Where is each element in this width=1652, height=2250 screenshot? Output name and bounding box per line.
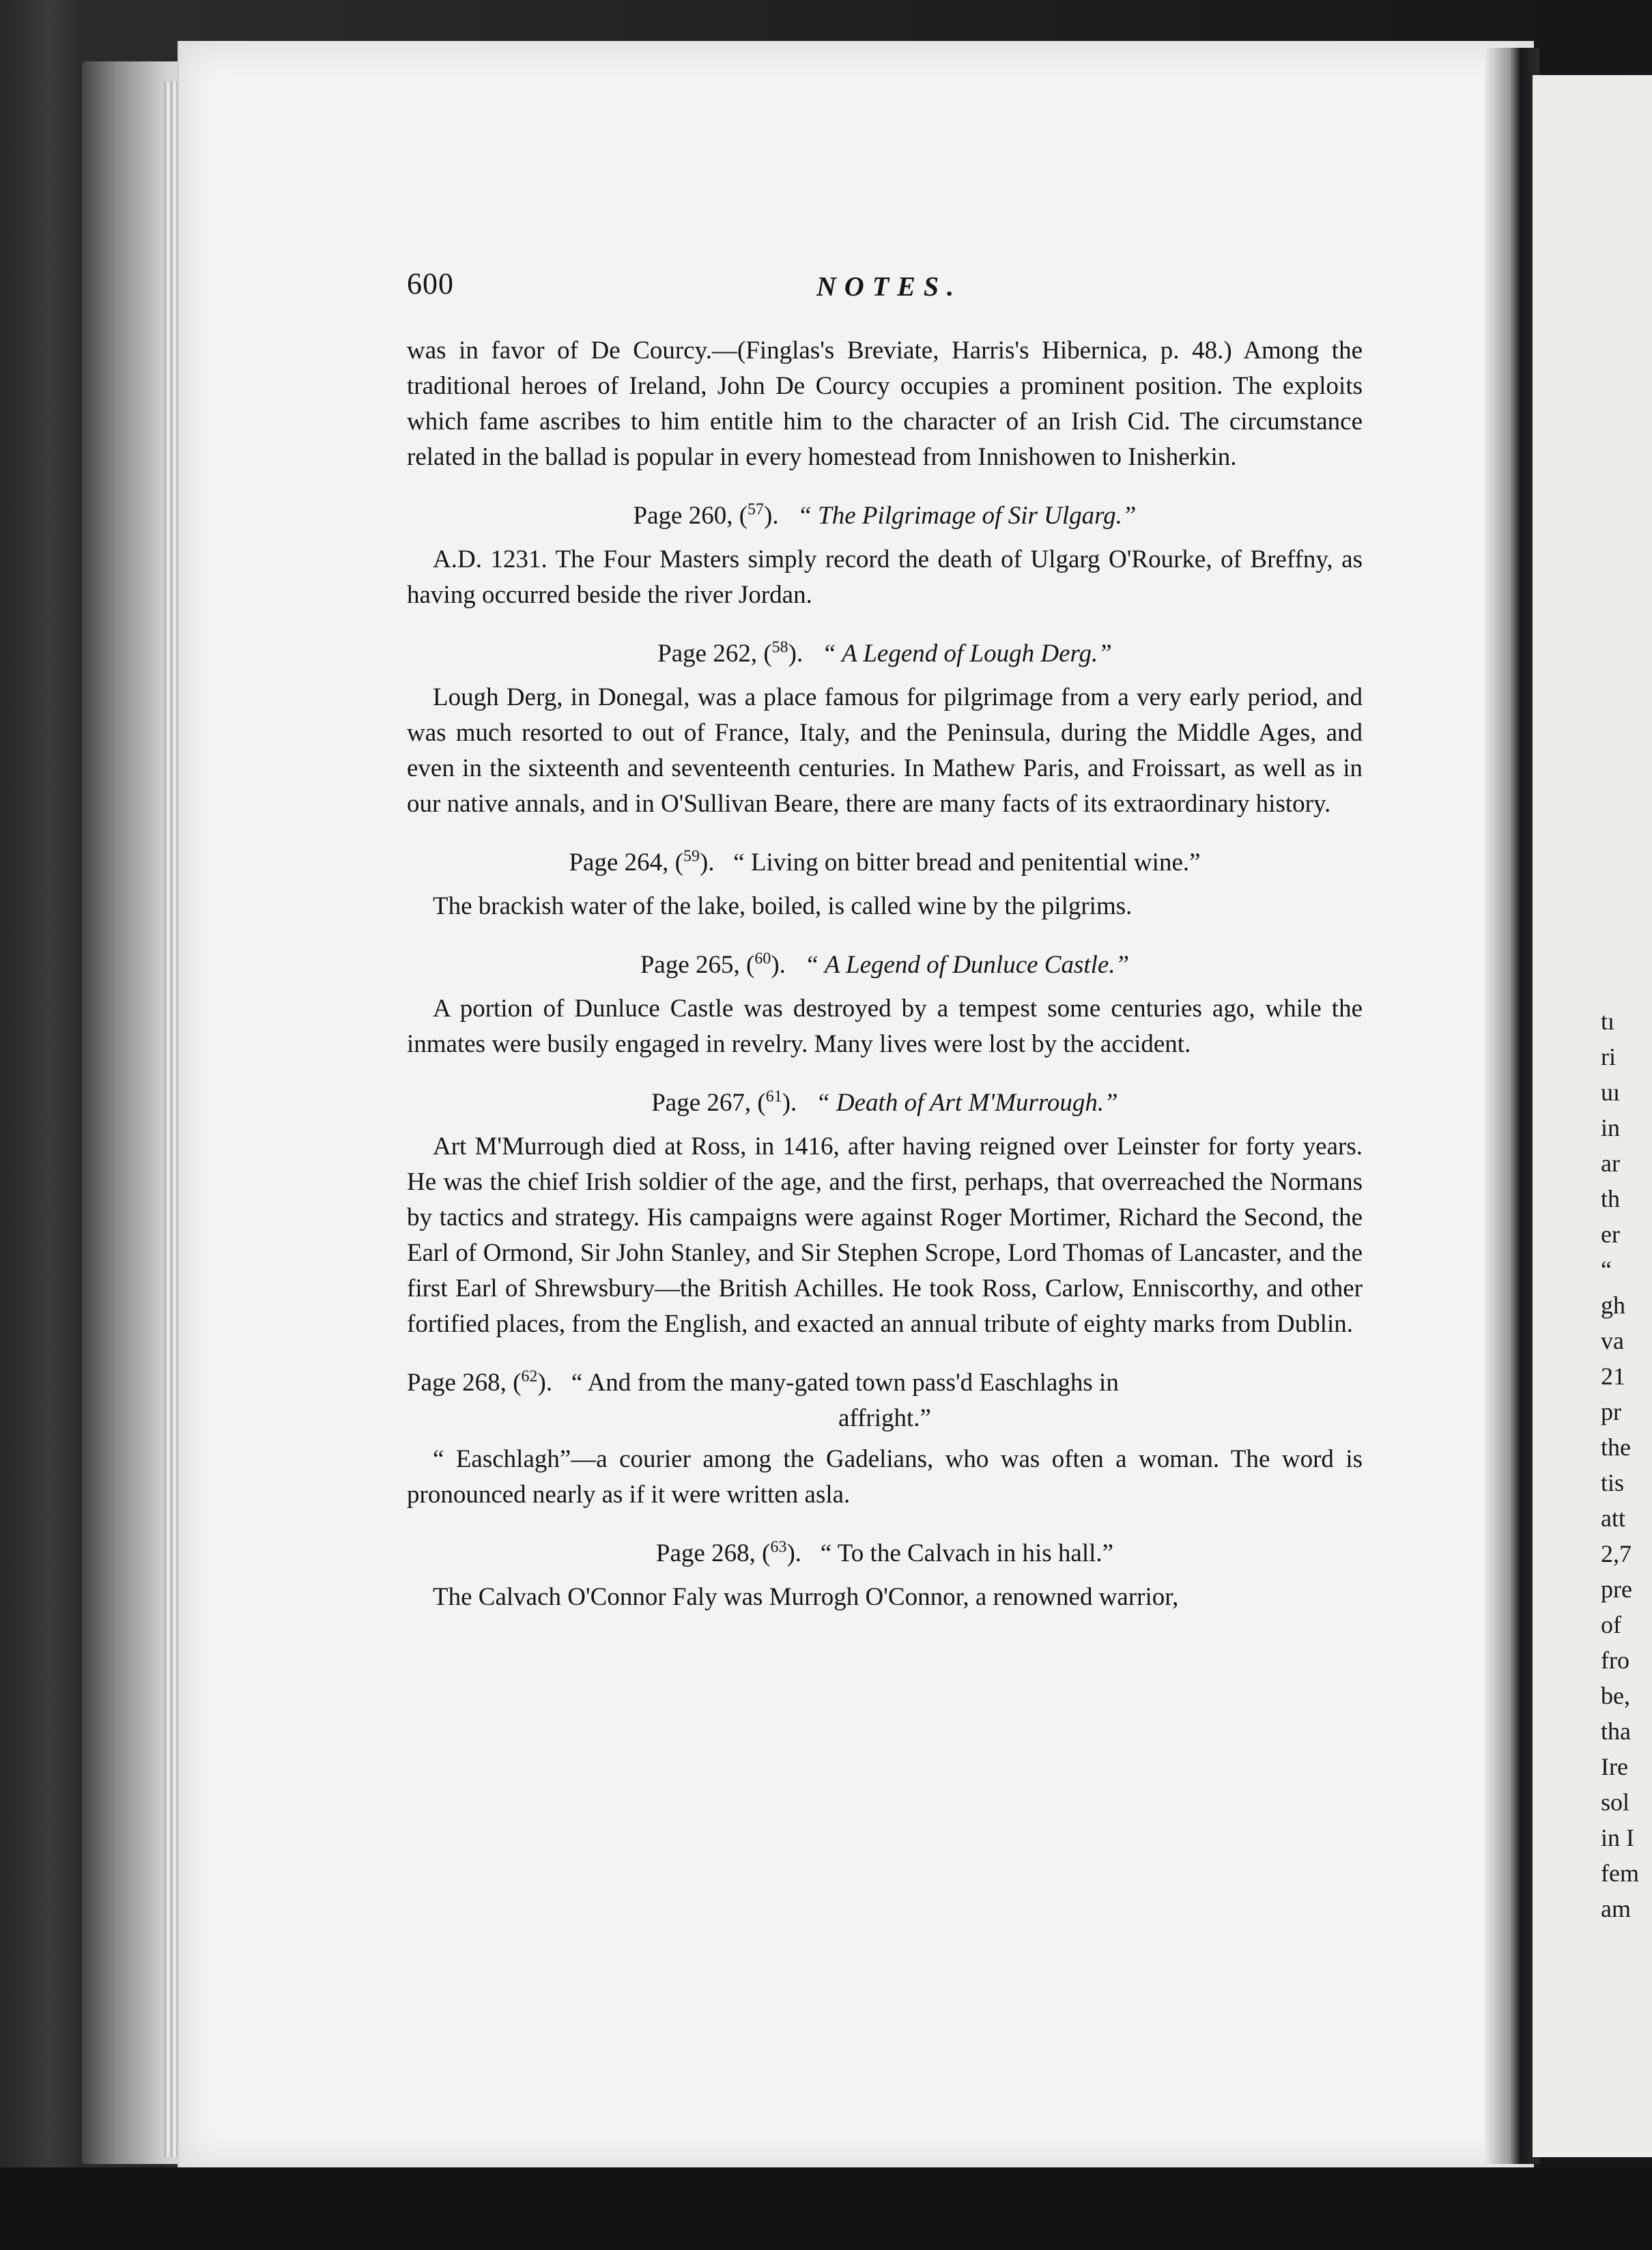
fragment: of <box>1601 1611 1621 1638</box>
note-ref: 58 <box>771 638 788 657</box>
fragment: gh <box>1601 1292 1625 1319</box>
note-heading: Page 268, ($^{63}$). “ To the Calvach in his hall.” <box>655 1538 1114 1567</box>
note-ref: 63 <box>770 1538 787 1556</box>
note-heading: Page 264, ($^{59}$). “ Living on bitter bread and penitential wine.” <box>569 847 1201 877</box>
scan-bottom-border <box>0 2167 1652 2250</box>
note-heading: Page 265, ($^{60}$). “ A Legend of Dunluce Castle.” <box>640 950 1130 979</box>
note-ref: 62 <box>521 1367 538 1386</box>
note-title: “ Living on bitter bread and penitential wine.” <box>733 849 1201 877</box>
note-body: Lough Derg, in Donegal, was a place famous for pilgrimage from a very early period, and was much resorted to out of France, Italy, and the Peninsula, during the Middle Ages, and even in the sixteenth and seventeenth centuries. In Mathew Paris, and Froissart, as well as in our native annals, and in O'Sullivan Beare, there are many facts of its extraordinary history. <box>407 683 1363 818</box>
fragment: 21 <box>1601 1363 1625 1390</box>
fragment: tis <box>1601 1469 1625 1496</box>
note-ref: 60 <box>754 950 771 968</box>
note-heading: Page 262, ($^{58}$). “ A Legend of Lough Derg.” <box>657 638 1112 668</box>
note-title: “ Death of Art M'Murrough.” <box>816 1089 1118 1117</box>
note-title: “ And from the many-gated town pass'd Easchlaghs in <box>571 1369 1119 1397</box>
fragment: the <box>1601 1434 1631 1461</box>
fragment: tha <box>1601 1718 1631 1745</box>
fragment: th <box>1601 1185 1621 1212</box>
note-body: The brackish water of the lake, boiled, is called wine by the pilgrims. <box>433 892 1133 920</box>
fragment: ar <box>1601 1150 1620 1177</box>
book-gutter <box>1485 48 1539 2164</box>
page-text <box>407 266 1363 1615</box>
fragment: va <box>1601 1327 1624 1354</box>
note-ref: 61 <box>765 1087 782 1106</box>
fragment: am <box>1601 1895 1631 1922</box>
fragment: fro <box>1601 1647 1629 1674</box>
fragment: “ <box>1601 1256 1612 1283</box>
fragment: uı <box>1601 1079 1621 1106</box>
note-body: A.D. 1231. The Four Masters simply record the death of Ulgarg O'Rourke, of Breffny, as having occurred beside the river Jordan. <box>407 545 1363 609</box>
note-title: “ To the Calvach in his hall.” <box>820 1539 1114 1567</box>
fragment: in <box>1601 1114 1621 1141</box>
fragment: fem <box>1601 1860 1639 1887</box>
fragment: tı <box>1601 1008 1615 1035</box>
note-title-continuation: affright.” <box>838 1404 931 1432</box>
note-heading: Page 267, ($^{61}$). “ Death of Art M'Murrough.” <box>651 1087 1118 1117</box>
note-body: Art M'Murrough died at Ross, in 1416, after having reigned over Leinster for forty years. He was the chief Irish soldier of the age, and the first, perhaps, that overreached the Normans by tactics and strategy. His campaigns were against Roger Mortimer, Richard the Second, the Earl of Ormond, Sir John Stanley, and Sir Stephen Scrope, Lord Thomas of Lancaster, and the first Earl of Shrewsbury—the British Achilles. He took Ross, Carlow, Enniscorthy, and other fortified places, from the English, and exacted an annual tribute of eighty marks from Dublin. <box>407 1133 1363 1338</box>
running-title: NOTES. <box>816 271 963 302</box>
fragment: sol <box>1601 1789 1630 1816</box>
fragment: in I <box>1601 1824 1634 1851</box>
fragment: pr <box>1601 1398 1621 1425</box>
note-ref: 57 <box>747 500 765 519</box>
running-head <box>407 266 1363 304</box>
note-title: “ A Legend of Lough Derg.” <box>821 640 1112 668</box>
note-heading: Page 260, ($^{57}$). “ The Pilgrimage of Sir Ulgarg.” <box>633 500 1137 530</box>
fragment: Ire <box>1601 1753 1628 1780</box>
note-ref: 59 <box>683 847 700 866</box>
fragment: pre <box>1601 1576 1632 1603</box>
fragment: be, <box>1601 1682 1630 1709</box>
fragment: 2,7 <box>1601 1540 1632 1567</box>
note-body: The Calvach O'Connor Faly was Murrogh O'Connor, a renowned warrior, <box>433 1583 1179 1611</box>
note-title: “ A Legend of Dunluce Castle.” <box>804 951 1130 979</box>
note-heading: Page 268, ($^{62}$). “ And from the many-gated town pass'd Easchlaghs in <box>407 1367 1119 1397</box>
fragment: att <box>1601 1505 1625 1532</box>
note-title: “ The Pilgrimage of Sir Ulgarg.” <box>797 502 1137 530</box>
fragment: ri <box>1601 1043 1616 1070</box>
page-number: 600 <box>407 267 454 300</box>
note-body: A portion of Dunluce Castle was destroyed by a tempest some centuries ago, while the inmates were busily engaged in revelry. Many lives were lost by the accident. <box>407 995 1363 1058</box>
fragment: er <box>1601 1221 1620 1248</box>
intro-paragraph: was in favor of De Courcy.—(Finglas's Breviate, Harris's Hibernica, p. 48.) Among the traditional heroes of Ireland, John De Courcy occupies a prominent position. The exploits which fame ascribes to him entitle him to the character of an Irish Cid. The circumstance related in the ballad is popular in every homestead from Innishowen to Inisherkin. <box>407 337 1363 471</box>
note-body: “ Easchlagh”—a courier among the Gadelians, who was often a woman. The word is pronounced nearly as if it were written asla. <box>407 1445 1363 1509</box>
